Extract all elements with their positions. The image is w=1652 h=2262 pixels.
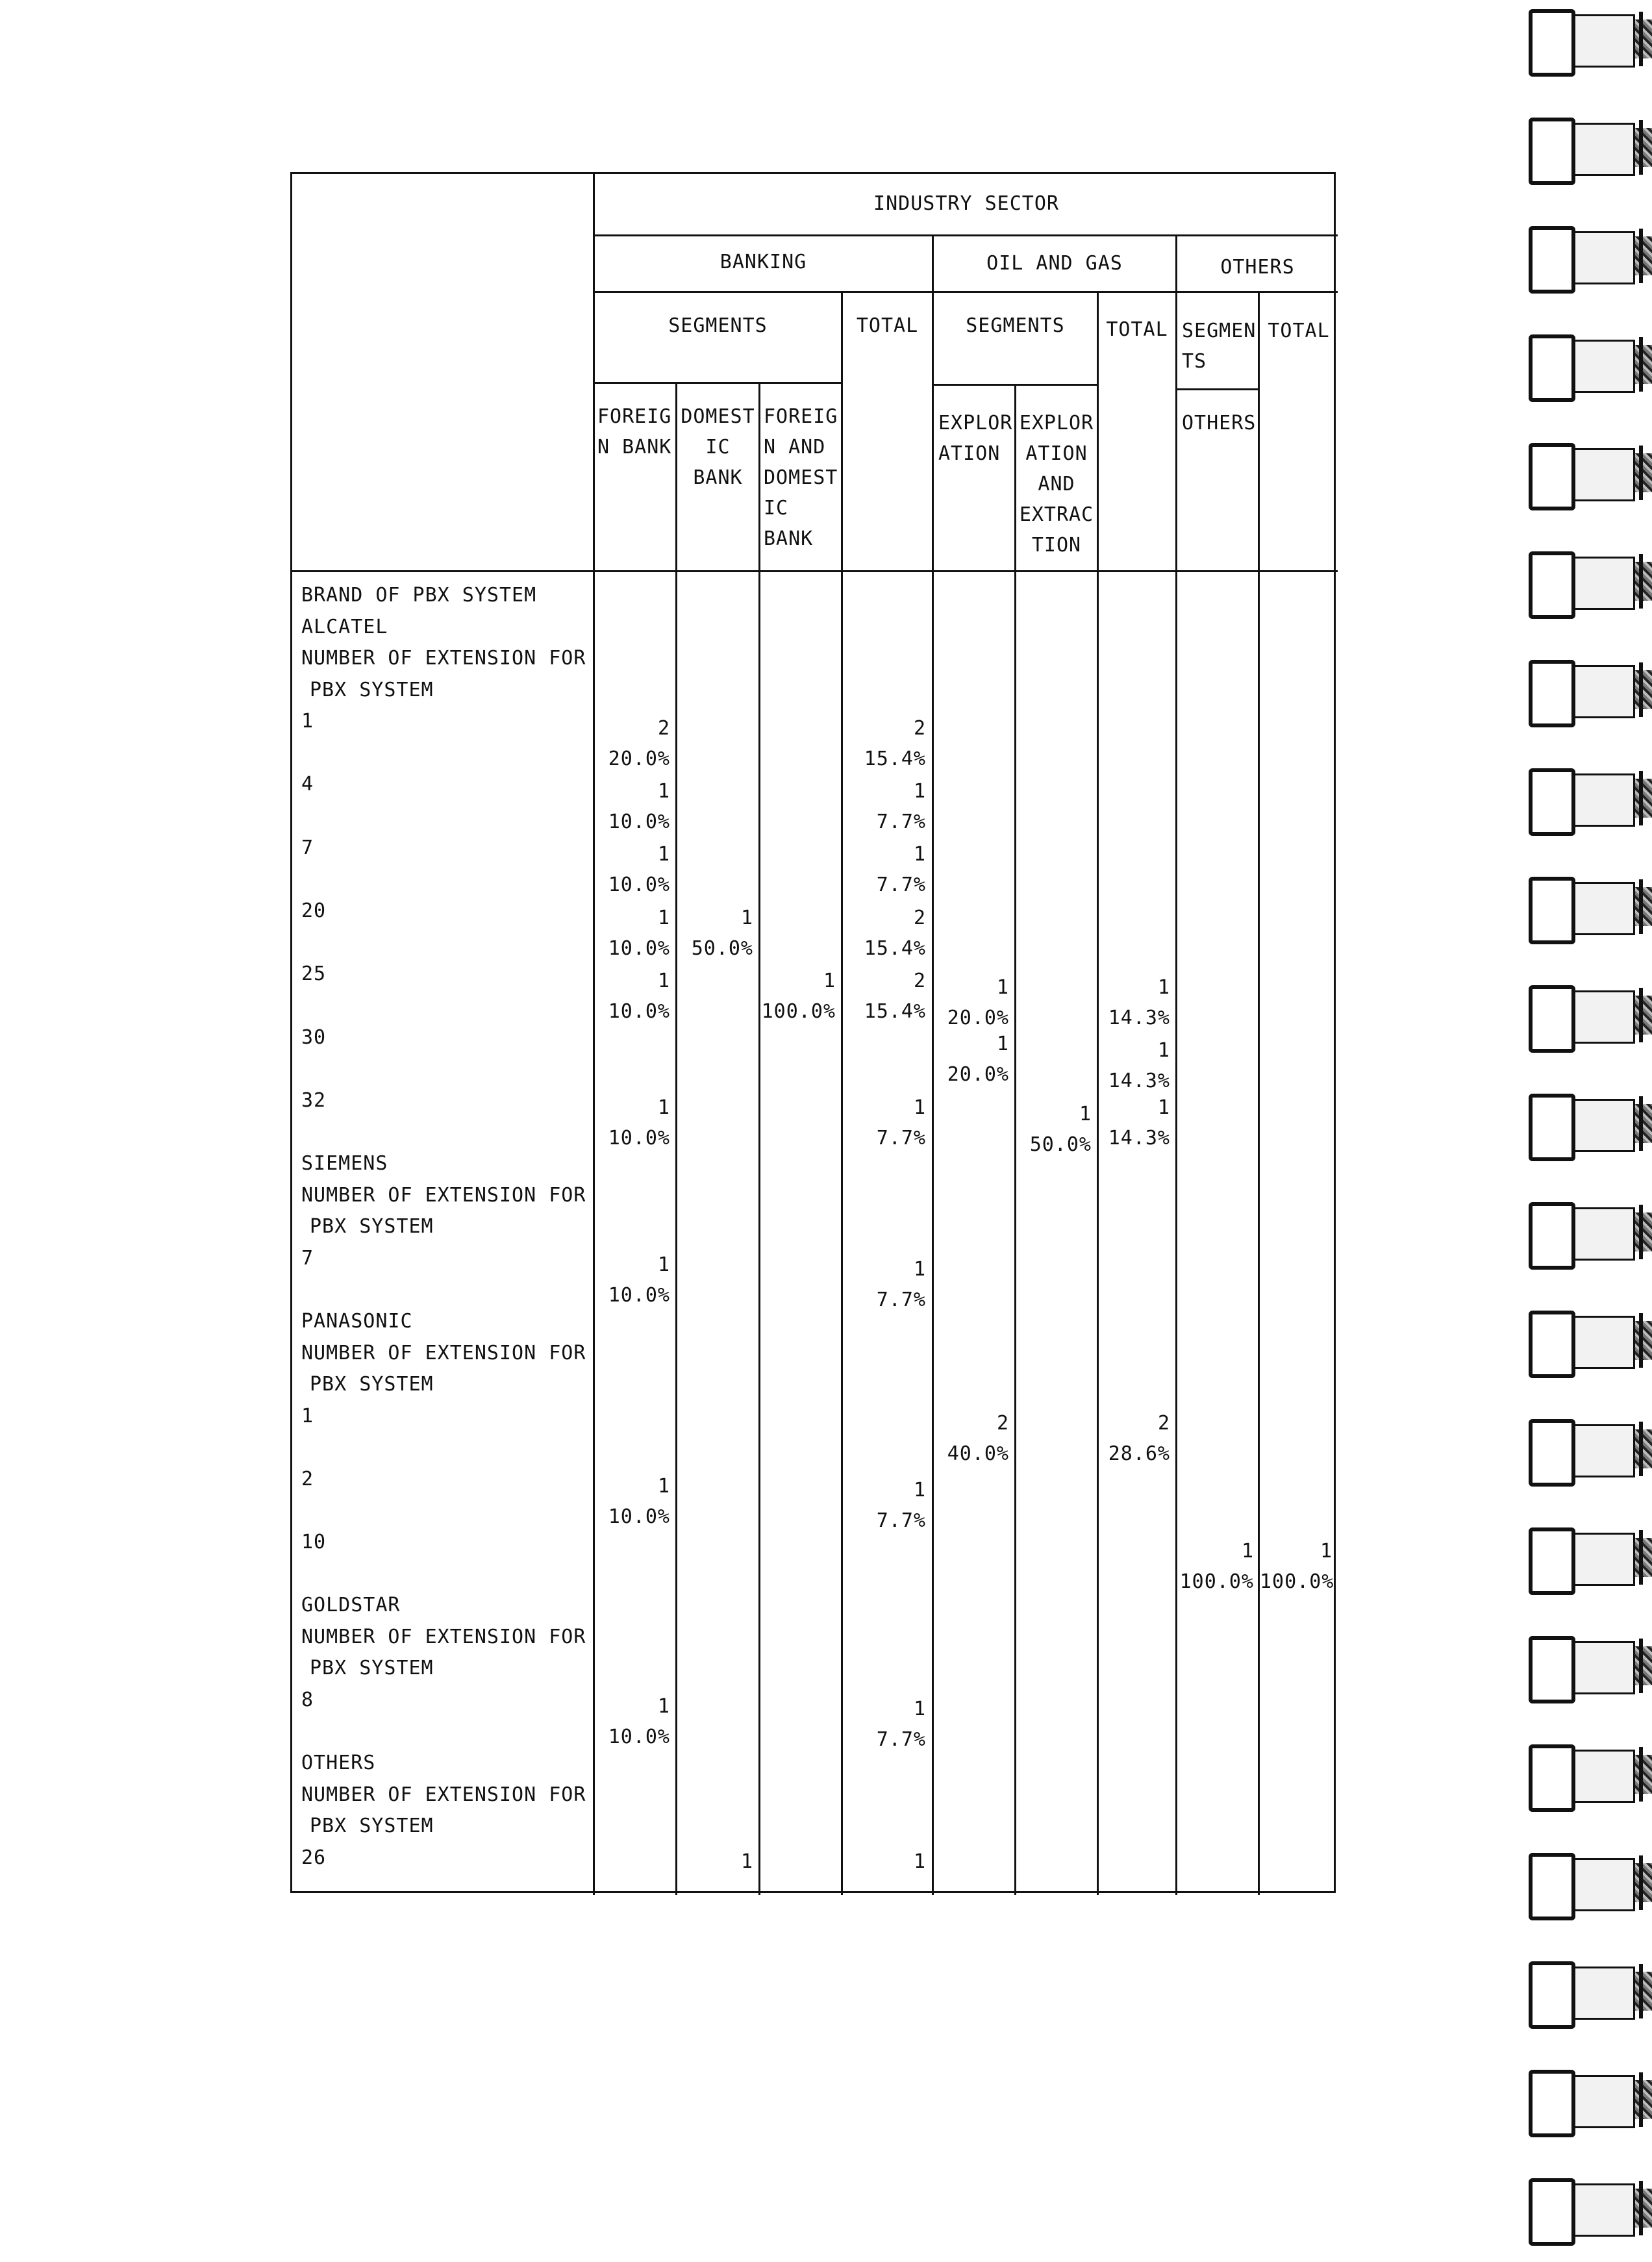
row-label: NUMBER OF EXTENSION FOR <box>301 1783 586 1806</box>
binding-ring <box>1525 2169 1652 2247</box>
header-foreign-domestic-bank: FOREIG N AND DOMEST IC BANK <box>764 405 838 550</box>
table-cell: 1 100.0% <box>1179 1540 1254 1593</box>
table-cell: 1 100.0% <box>761 970 836 1023</box>
row-label-brand: OTHERS <box>301 1752 376 1774</box>
column-divider <box>1258 291 1260 1895</box>
row-label: 8 <box>301 1689 314 1711</box>
row-label: PBX SYSTEM <box>310 1657 434 1679</box>
binding-ring <box>1525 1410 1652 1488</box>
binding-ring <box>1525 434 1652 512</box>
table-cell: 1 7.7% <box>876 1698 926 1751</box>
row-label: NUMBER OF EXTENSION FOR <box>301 1626 586 1648</box>
row-label-brand: SIEMENS <box>301 1152 388 1175</box>
header-foreign-bank: FOREIG N BANK <box>597 405 672 459</box>
header-body-divider <box>292 570 1338 572</box>
header-others: OTHERS <box>1220 256 1295 279</box>
table-cell: 1 100.0% <box>1260 1540 1334 1593</box>
table-cell: 1 7.7% <box>876 1096 926 1150</box>
binding-ring <box>1525 651 1652 729</box>
header-divider <box>1175 388 1258 390</box>
row-label-brand: GOLDSTAR <box>301 1594 401 1616</box>
header-exploration: EXPLOR ATION <box>938 412 1013 465</box>
table-cell: 1 50.0% <box>691 907 753 960</box>
binding-ring <box>1525 108 1652 186</box>
column-divider <box>593 174 595 1895</box>
header-banking-segments: SEGMENTS <box>668 314 768 337</box>
table-cell: 1 10.0% <box>608 1475 670 1528</box>
row-label: 7 <box>301 1247 314 1270</box>
row-label: 32 <box>301 1089 327 1112</box>
header-oil-and-gas: OIL AND GAS <box>986 252 1123 275</box>
table-cell: 1 20.0% <box>947 976 1009 1029</box>
header-oilgas-segments: SEGMENTS <box>966 314 1065 337</box>
row-label: 30 <box>301 1026 327 1049</box>
binding-ring <box>1525 2061 1652 2139</box>
row-label: PBX SYSTEM <box>310 1215 434 1238</box>
column-divider <box>1175 234 1177 1895</box>
binding-ring <box>1525 1952 1652 2030</box>
row-label: PBX SYSTEM <box>310 1373 434 1396</box>
header-industry-sector: INDUSTRY SECTOR <box>873 192 1059 215</box>
table-cell: 1 10.0% <box>608 1695 670 1748</box>
binding-ring <box>1525 1518 1652 1596</box>
binding-ring <box>1525 1193 1652 1271</box>
table-cell: 1 7.7% <box>876 1258 926 1311</box>
row-label: 4 <box>301 773 314 796</box>
table-cell: 1 20.0% <box>947 1033 1009 1086</box>
spiral-binding <box>1525 0 1652 2262</box>
row-label: 7 <box>301 836 314 859</box>
header-exploration-extraction: EXPLOR ATION AND EXTRAC TION <box>1019 412 1094 557</box>
table-cell: 1 10.0% <box>608 907 670 960</box>
table-cell: 2 15.4% <box>864 970 926 1023</box>
table-cell: 1 10.0% <box>608 843 670 896</box>
row-label: PBX SYSTEM <box>310 679 434 701</box>
pbx-crosstab-table <box>290 172 1336 1893</box>
table-cell: 1 10.0% <box>608 970 670 1023</box>
table-cell: 2 20.0% <box>608 717 670 770</box>
header-oilgas-total: TOTAL <box>1106 318 1168 341</box>
table-cell: 2 15.4% <box>864 907 926 960</box>
binding-ring <box>1525 0 1652 78</box>
column-divider <box>758 382 760 1895</box>
binding-ring <box>1525 1627 1652 1705</box>
table-cell: 1 10.0% <box>608 1253 670 1307</box>
row-label: PBX SYSTEM <box>310 1815 434 1837</box>
binding-ring <box>1525 1301 1652 1379</box>
table-cell: 1 14.3% <box>1108 1039 1170 1092</box>
row-label: NUMBER OF EXTENSION FOR <box>301 647 586 670</box>
row-label: NUMBER OF EXTENSION FOR <box>301 1184 586 1207</box>
table-cell: 1 <box>913 1850 926 1873</box>
header-domestic-bank: DOMEST IC BANK <box>681 405 755 489</box>
table-cell: 1 <box>740 1850 753 1873</box>
binding-ring <box>1525 868 1652 946</box>
binding-ring <box>1525 1844 1652 1922</box>
header-banking: BANKING <box>720 251 807 273</box>
binding-ring <box>1525 217 1652 295</box>
table-cell: 1 7.7% <box>876 1479 926 1532</box>
binding-ring <box>1525 1085 1652 1162</box>
binding-ring <box>1525 542 1652 620</box>
row-label: 20 <box>301 899 327 922</box>
row-label: 1 <box>301 1405 314 1427</box>
column-divider <box>675 382 677 1895</box>
binding-ring <box>1525 759 1652 837</box>
row-label: 26 <box>301 1846 327 1869</box>
header-banking-total: TOTAL <box>856 314 919 337</box>
binding-ring <box>1525 976 1652 1054</box>
table-cell: 1 14.3% <box>1108 976 1170 1029</box>
table-cell: 1 10.0% <box>608 1096 670 1150</box>
row-label: NUMBER OF EXTENSION FOR <box>301 1342 586 1364</box>
table-cell: 1 14.3% <box>1108 1096 1170 1150</box>
header-divider <box>593 291 1338 293</box>
binding-ring <box>1525 1735 1652 1813</box>
row-label: 1 <box>301 710 314 733</box>
header-others-segment: OTHERS <box>1182 412 1257 434</box>
header-others-segments: SEGMEN TS <box>1182 320 1257 373</box>
header-divider <box>593 234 1338 236</box>
table-cell: 1 7.7% <box>876 780 926 833</box>
header-divider <box>593 382 841 384</box>
row-label: 25 <box>301 962 327 985</box>
row-label-brand: ALCATEL <box>301 616 388 638</box>
row-label-title: BRAND OF PBX SYSTEM <box>301 584 537 607</box>
table-cell: 2 15.4% <box>864 717 926 770</box>
table-cell: 1 50.0% <box>1029 1103 1092 1156</box>
binding-ring <box>1525 325 1652 403</box>
header-others-total: TOTAL <box>1268 320 1330 342</box>
row-label: 2 <box>301 1468 314 1490</box>
table-cell: 2 28.6% <box>1108 1412 1170 1465</box>
table-cell: 1 7.7% <box>876 843 926 896</box>
row-label: 10 <box>301 1531 327 1553</box>
row-label-brand: PANASONIC <box>301 1310 413 1333</box>
table-cell: 2 40.0% <box>947 1412 1009 1465</box>
table-cell: 1 10.0% <box>608 780 670 833</box>
